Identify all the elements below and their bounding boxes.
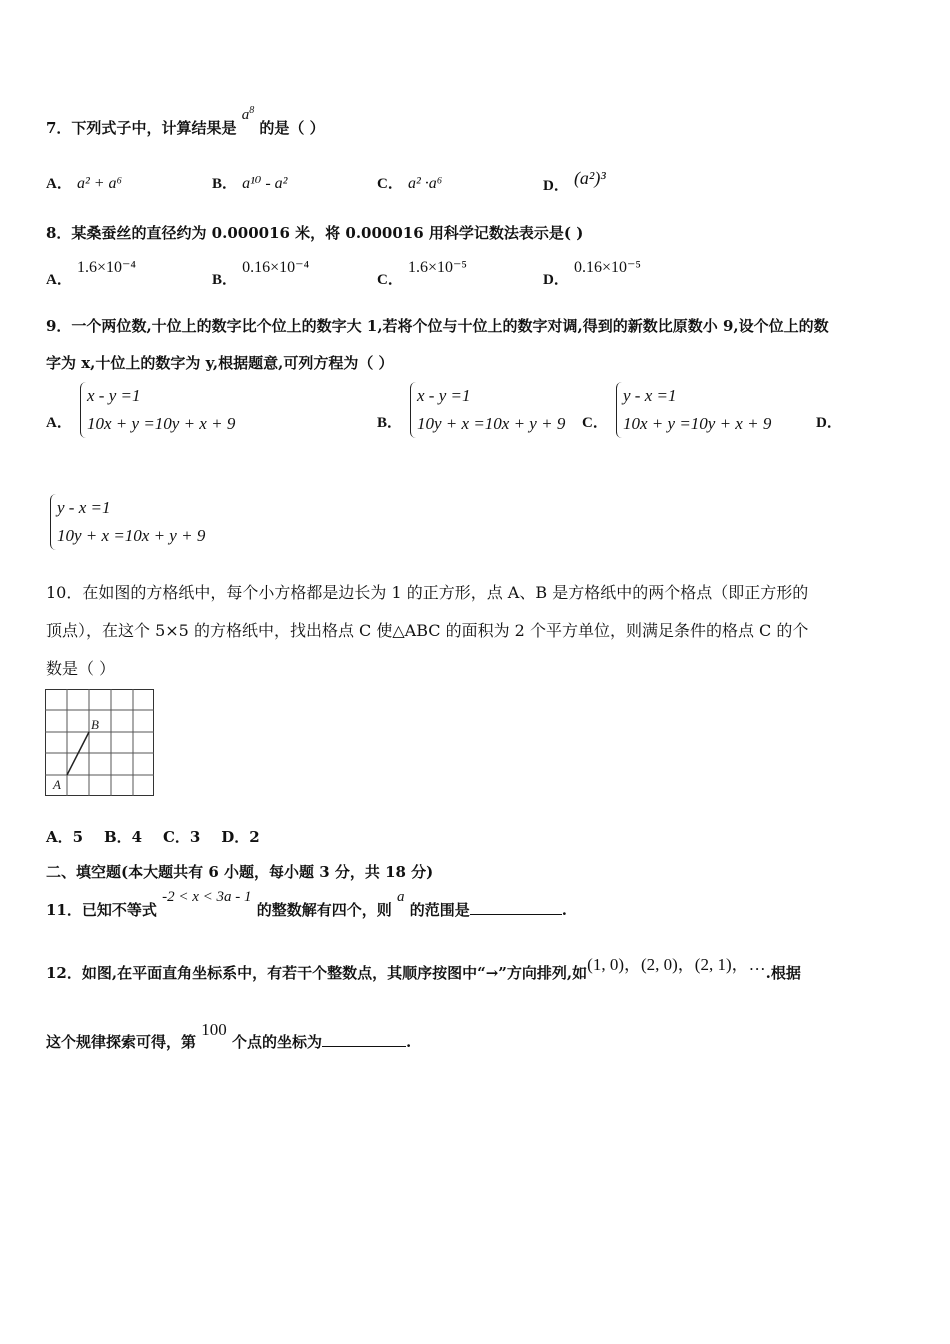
q9-option-a-system[interactable]	[80, 382, 235, 438]
q11-stem-end: 的范围是	[409, 901, 470, 919]
q10-line1: 10．在如图的方格纸中，每个小方格都是边长为 1 的正方形，点 A、B 是方格纸中的两个格点（即正方形的	[46, 583, 809, 602]
q9-b-eq1: x - y =1	[417, 386, 471, 405]
point-a-label: A	[53, 777, 61, 792]
q11-stem: 11．已知不等式 -2 < x < 3a - 1 的整数解有四个，则 a 的范围是 .	[46, 889, 567, 919]
q9-option-b-system[interactable]	[410, 382, 565, 438]
q11-answer-blank[interactable]	[470, 900, 562, 915]
q7-target: $a^8$	[241, 105, 255, 123]
q12-line2-end: 个点的坐标为	[231, 1033, 322, 1051]
q9-d-eq2: 10y + x =10x + y + 9	[57, 526, 206, 545]
q7-option-a[interactable]: A． a² + a⁶	[46, 175, 123, 192]
q10-grid-figure	[45, 689, 155, 799]
q12-points: (1, 0)，(2, 0)，(2, 1)，…	[587, 955, 766, 974]
q11-stem-mid: 的整数解有四个，则	[256, 901, 392, 919]
q9-a-eq2: 10x + y =10y + x + 9	[87, 414, 236, 433]
q9-option-d-label[interactable]: D．	[816, 415, 842, 431]
q7-option-b[interactable]: B． a¹⁰ - a²	[212, 175, 288, 192]
q12-line2-start: 这个规律探索可得，第	[46, 1033, 197, 1051]
section-2-heading: 二、填空题(本大题共有 6 小题，每小题 3 分，共 18 分)	[46, 863, 434, 881]
q10-line2: 顶点），在这个 5×5 的方格纸中，找出格点 C 使△ABC 的面积为 2 个平方单位，则满足条件的格点 C 的个	[46, 621, 809, 640]
q11-stem-start: 11．已知不等式	[46, 901, 157, 919]
q7-option-d[interactable]: D． (a²)³	[543, 168, 606, 194]
point-b-label: B	[91, 717, 99, 732]
q11-inequality: -2 < x < 3a - 1	[162, 889, 252, 905]
q9-d-eq1: y - x =1	[57, 498, 111, 517]
q9-option-d-system[interactable]	[50, 494, 205, 550]
q9-option-c-label[interactable]: C．	[582, 415, 608, 431]
q9-line1: 9．一个两位数,十位上的数字比个位上的数字大 1,若将个位与十位上的数字对调,得到的新数比原数小 9,设个位上的数	[46, 317, 829, 335]
q9-line2: 字为 x,十位上的数字为 y,根据题意,可列方程为（ ）	[46, 354, 394, 372]
q12-answer-blank[interactable]	[322, 1032, 406, 1047]
q9-option-a-label[interactable]: A．	[46, 415, 72, 431]
q10-line3: 数是（ ）	[46, 659, 116, 678]
q8-option-b[interactable]: B． 0.16×10⁻⁴	[212, 259, 310, 288]
q8-option-c[interactable]: C． 1.6×10⁻⁵	[377, 259, 467, 288]
q8-option-a[interactable]: A． 1.6×10⁻⁴	[46, 259, 136, 288]
q7-option-c[interactable]: C． a² ·a⁶	[377, 175, 443, 192]
q8-option-d[interactable]: D． 0.16×10⁻⁵	[543, 259, 641, 288]
q12-line2: 这个规律探索可得，第 100 个点的坐标为 .	[46, 1020, 412, 1051]
q7-stem-text: 7．下列式子中，计算结果是	[46, 119, 237, 137]
q8-stem: 8．某桑蚕丝的直径约为 0.000016 米，将 0.000016 用科学记数法表示是( )	[46, 224, 584, 242]
q12-number: 100	[201, 1020, 227, 1039]
q9-b-eq2: 10y + x =10x + y + 9	[417, 414, 566, 433]
q7-stem-end: 的是（ ）	[259, 119, 325, 137]
q9-option-c-system[interactable]	[616, 382, 771, 438]
q9-option-b-label[interactable]: B．	[377, 415, 403, 431]
q9-c-eq1: y - x =1	[623, 386, 677, 405]
q12-stem-end: .根据	[765, 964, 801, 982]
q9-c-eq2: 10x + y =10y + x + 9	[623, 414, 772, 433]
q12-stem-start: 12．如图,在平面直角坐标系中，有若干个整数点，其顺序按图中“→”方向排列,如	[46, 964, 588, 982]
q12-line1	[46, 955, 801, 983]
q10-answers[interactable]: A．5 B．4 C．3 D．2	[46, 828, 260, 846]
q7-stem	[46, 105, 325, 138]
q9-a-eq1: x - y =1	[87, 386, 141, 405]
q11-var: a	[397, 889, 405, 905]
